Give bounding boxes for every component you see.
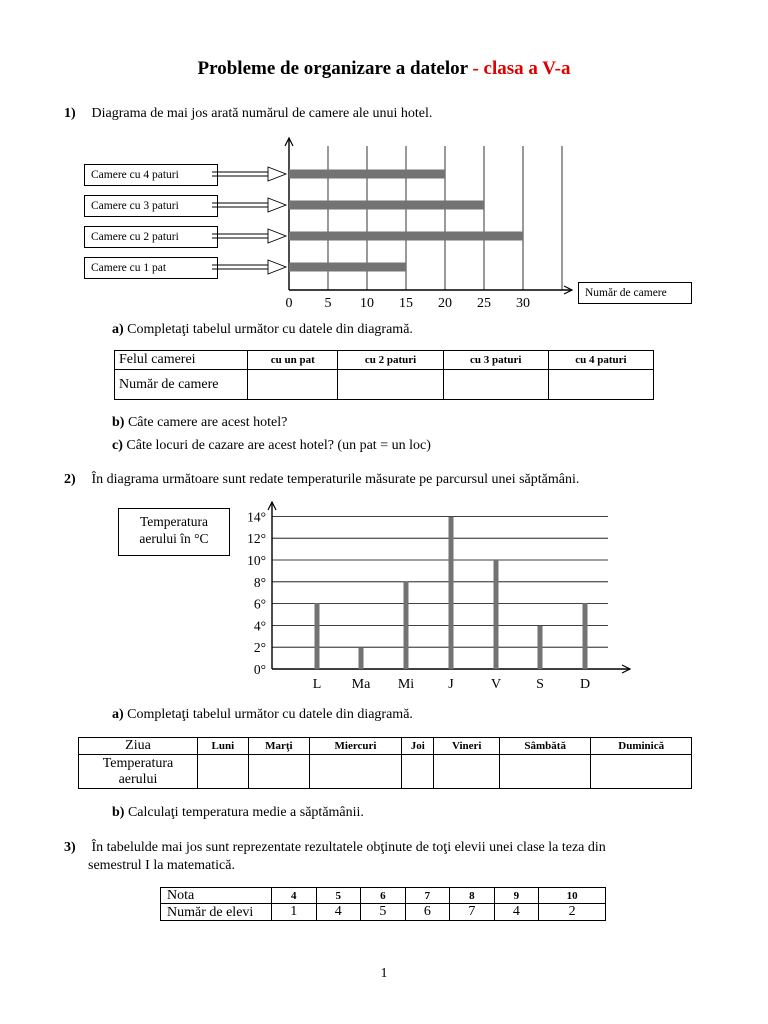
rooms-table: [114, 350, 654, 400]
temperature-table-answer-cell[interactable]: [309, 755, 401, 789]
chart1-x-tick-label: 5: [324, 296, 332, 311]
rooms-table-header: cu 4 paturi: [548, 351, 653, 370]
chart1-bar: [289, 232, 523, 241]
rooms-table-answer-cell[interactable]: [548, 370, 653, 400]
legend-line-2: aerului în °C: [139, 531, 209, 546]
q2-b-letter: b): [112, 805, 125, 820]
chart2-x-tick-label: L: [312, 677, 322, 692]
rooms-table-header: cu 3 paturi: [443, 351, 548, 370]
chart1-connector-arrowhead: [268, 167, 286, 181]
q2-b: [112, 805, 364, 821]
chart1-bar: [289, 170, 445, 179]
chart2-bar: [449, 516, 454, 669]
grade-cell: 7: [405, 888, 450, 904]
rooms-table-header-label: Felul camerei: [115, 351, 248, 370]
question-2-number: 2): [64, 472, 76, 487]
count-cell: 2: [539, 904, 606, 921]
chart2-bar: [359, 647, 364, 669]
q1-b-text: Câte camere are acest hotel?: [127, 415, 288, 430]
rooms-table-header: cu 2 paturi: [338, 351, 443, 370]
chart2-x-tick-label: J: [448, 677, 454, 692]
grades-table: [160, 887, 606, 921]
chart2-x-tick-label: V: [490, 677, 502, 692]
row-label-line-2: aerului: [118, 771, 158, 787]
question-2: [64, 472, 579, 488]
chart2-y-tick-label: 8°: [253, 574, 266, 590]
rooms-table-answer-cell[interactable]: [248, 370, 338, 400]
chart2-bar: [583, 604, 588, 669]
count-cell: 5: [361, 904, 406, 921]
temperature-table-header: Luni: [198, 738, 249, 755]
grade-cell: 8: [450, 888, 495, 904]
chart1-label-4-paturi: Camere cu 4 paturi: [84, 164, 218, 186]
grades-table-row2-label: Număr de elevi: [161, 904, 272, 921]
temperature-table-answer-cell[interactable]: [591, 755, 692, 789]
chart1-label-1-pat: Camere cu 1 pat: [84, 257, 218, 279]
temperature-table-header: Sâmbătă: [500, 738, 591, 755]
chart2-x-tick-label: D: [579, 677, 591, 692]
chart1-connector-arrowhead: [268, 198, 286, 212]
grade-cell: 10: [539, 888, 606, 904]
chart1-x-tick-label: 15: [399, 296, 413, 311]
chart2-y-tick-label: 10°: [247, 553, 266, 568]
q1-a-letter: a): [112, 322, 124, 337]
title-main: Probleme de organizare a datelor: [197, 58, 468, 79]
rooms-table-answer-cell[interactable]: [443, 370, 548, 400]
temperature-table-answer-cell[interactable]: [434, 755, 500, 789]
rooms-table-header: cu un pat: [248, 351, 338, 370]
q1-b-letter: b): [112, 415, 125, 430]
count-cell: 4: [316, 904, 361, 921]
legend-line-1: Temperatura: [139, 514, 208, 529]
rooms-table-answer-cell[interactable]: [338, 370, 443, 400]
chart1-axis-label: Număr de camere: [578, 282, 692, 304]
temperature-table: [78, 737, 692, 789]
chart2-y-tick-label: 4°: [253, 618, 266, 634]
chart1-label-2-paturi: Camere cu 2 paturi: [84, 226, 218, 248]
chart1-x-tick-label: 25: [477, 296, 491, 311]
chart1-bar: [289, 201, 484, 210]
question-3: [64, 840, 606, 856]
q1-b: [112, 415, 287, 431]
temperature-table-answer-cell[interactable]: [402, 755, 434, 789]
temperature-table-header-label: Ziua: [79, 738, 198, 755]
temperature-table-answer-cell[interactable]: [248, 755, 309, 789]
count-cell: 7: [450, 904, 495, 921]
page-number: 1: [380, 966, 388, 981]
q1-c: [112, 438, 431, 454]
chart1-bar: [289, 263, 406, 272]
chart2-y-tick-label: 6°: [253, 596, 266, 612]
grade-cell: 6: [361, 888, 406, 904]
chart1-x-tick-label: 20: [438, 296, 452, 311]
temperature-table-header: Miercuri: [309, 738, 401, 755]
temperature-bar-chart: [0, 500, 768, 700]
question-1-number: 1): [64, 106, 76, 121]
grade-cell: 9: [494, 888, 539, 904]
chart2-y-tick-label: 12°: [247, 531, 266, 547]
chart2-bar: [315, 604, 320, 669]
q2-b-text: Calculaţi temperatura medie a săptămânii.: [127, 805, 364, 820]
chart1-x-tick-label: 30: [516, 296, 530, 311]
q2-a-text: Completaţi tabelul următor cu datele din diagramă.: [127, 707, 413, 722]
chart1-x-tick-label: 10: [360, 296, 374, 311]
temperature-table-header: Duminică: [591, 738, 692, 755]
chart2-y-tick-label: 14°: [247, 509, 266, 525]
grade-cell: 4: [272, 888, 317, 904]
temperature-table-row-label: [79, 755, 198, 789]
temperature-table-answer-cell[interactable]: [198, 755, 249, 789]
rooms-table-row-label: Număr de camere: [115, 370, 248, 400]
count-cell: 1: [272, 904, 317, 921]
question-1-text: Diagrama de mai jos arată numărul de camere ale unui hotel.: [91, 106, 433, 121]
question-3-number: 3): [64, 840, 76, 855]
q1-c-letter: c): [112, 438, 123, 453]
temperature-table-header: Marţi: [248, 738, 309, 755]
chart2-y-tick-label: 0°: [253, 662, 266, 677]
chart2-bar: [494, 560, 499, 669]
chart2-x-tick-label: Mi: [397, 677, 415, 692]
rooms-bar-chart: [0, 130, 768, 320]
chart2-bar: [538, 625, 543, 669]
chart2-bar: [404, 582, 409, 669]
q1-a-text: Completaţi tabelul următor cu datele din diagramă.: [127, 322, 413, 337]
q2-a-letter: a): [112, 707, 124, 722]
q2-a: [112, 707, 413, 723]
question-1: [64, 106, 432, 122]
chart1-x-tick-label: 0: [285, 296, 293, 311]
grades-table-row1-label: Nota: [161, 888, 272, 904]
page-title: [0, 58, 768, 80]
chart2-x-tick-label: Ma: [351, 677, 371, 692]
temperature-table-answer-cell[interactable]: [500, 755, 591, 789]
question-3-text-line-1: În tabelulde mai jos sunt reprezentate rezultatele obţinute de toţi elevii unei clase la teza din: [91, 840, 606, 855]
question-2-text: În diagrama următoare sunt redate temperaturile măsurate pe parcursul unei săptămâni.: [91, 472, 580, 487]
count-cell: 6: [405, 904, 450, 921]
q1-a: [112, 322, 413, 338]
chart1-connector-arrowhead: [268, 260, 286, 274]
chart1-connector-arrowhead: [268, 229, 286, 243]
chart2-y-tick-label: 2°: [253, 640, 266, 656]
title-accent: - clasa a V-a: [472, 58, 571, 79]
chart1-label-3-paturi: Camere cu 3 paturi: [84, 195, 218, 217]
temperature-table-header: Vineri: [434, 738, 500, 755]
temperature-table-header: Joi: [402, 738, 434, 755]
count-cell: 4: [494, 904, 539, 921]
question-3-line-2: semestrul I la matematică.: [88, 858, 235, 873]
q1-c-text: Câte locuri de cazare are acest hotel? (un pat = un loc): [126, 438, 431, 453]
grade-cell: 5: [316, 888, 361, 904]
row-label-line-1: Temperatura: [102, 755, 174, 771]
chart2-x-tick-label: S: [536, 677, 544, 692]
